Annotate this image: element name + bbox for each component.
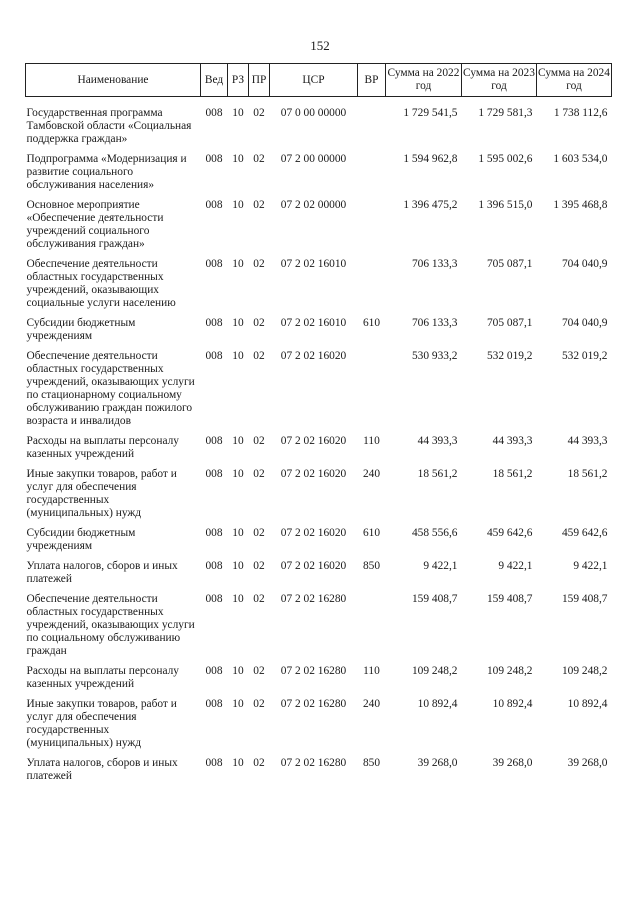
row-pr-cell: 02 (253, 317, 265, 329)
row-sum-2024-cell: 109 248,2 (561, 665, 608, 677)
row-rz-cell: 10 (232, 665, 244, 677)
row-vr-cell: 610 (362, 317, 381, 329)
table-header-row (26, 64, 612, 97)
table-row (26, 757, 612, 790)
row-csr-cell: 07 2 02 16020 (280, 527, 347, 539)
row-vr-cell (358, 350, 386, 435)
row-ved-cell: 008 (205, 665, 223, 677)
row-sum-2023-cell: 159 408,7 (486, 593, 533, 605)
row-sum-2022-cell: 109 248,2 (411, 665, 458, 677)
table-row (26, 153, 612, 199)
row-ved-cell: 008 (205, 258, 223, 270)
row-sum-2023-cell: 532 019,2 (486, 350, 533, 362)
row-csr-cell: 07 2 02 16020 (280, 350, 347, 362)
column-header-vr: ВР (358, 64, 386, 97)
row-sum-2022-cell: 706 133,3 (411, 317, 458, 329)
row-pr-cell: 02 (253, 698, 265, 710)
row-pr-cell: 02 (253, 258, 265, 270)
row-sum-2023-cell: 10 892,4 (492, 698, 533, 710)
row-name-cell: Расходы на выплаты персоналу казенных учреждений (26, 435, 179, 460)
row-csr-cell: 07 2 00 00000 (280, 153, 347, 165)
table-row (26, 199, 612, 258)
row-sum-2023-cell: 1 729 581,3 (478, 107, 533, 119)
row-csr-cell: 07 2 02 16020 (280, 468, 347, 480)
table-row (26, 435, 612, 468)
row-sum-2024-cell: 18 561,2 (567, 468, 608, 480)
row-ved-cell: 008 (205, 698, 223, 710)
row-sum-2024-cell: 9 422,1 (573, 560, 608, 572)
row-csr-cell: 07 2 02 16010 (280, 317, 347, 329)
row-sum-2022-cell: 1 729 541,5 (403, 107, 458, 119)
row-name-cell: Субсидии бюджетным учреждениям (26, 317, 136, 342)
row-pr-cell: 02 (253, 435, 265, 447)
row-name-cell: Иные закупки товаров, работ и услуг для обеспечения государственных (муниципальных) нужд (26, 468, 177, 519)
row-rz-cell: 10 (232, 107, 244, 119)
row-sum-2024-cell: 1 738 112,6 (553, 107, 608, 119)
row-sum-2022-cell: 44 393,3 (417, 435, 458, 447)
row-sum-2022-cell: 706 133,3 (411, 258, 458, 270)
row-vr-cell (358, 97, 386, 154)
column-header-sum-2023: Сумма на 2023 год (462, 64, 537, 97)
row-sum-2022-cell: 1 594 962,8 (403, 153, 458, 165)
row-rz-cell: 10 (232, 468, 244, 480)
row-vr-cell: 850 (362, 757, 381, 769)
row-sum-2024-cell: 1 395 468,8 (553, 199, 608, 211)
row-csr-cell: 07 0 00 00000 (280, 107, 347, 119)
column-header-sum-2022: Сумма на 2022 год (386, 64, 462, 97)
row-sum-2024-cell: 159 408,7 (561, 593, 608, 605)
table-row (26, 350, 612, 435)
row-sum-2024-cell: 532 019,2 (561, 350, 608, 362)
row-pr-cell: 02 (253, 350, 265, 362)
row-name-cell: Обеспечение деятельности областных государственных учреждений, оказывающих услуги по социальному обслуживанию граждан (26, 593, 195, 657)
budget-table (25, 63, 612, 790)
column-header-rz: РЗ (228, 64, 249, 97)
row-pr-cell: 02 (253, 107, 265, 119)
row-sum-2024-cell: 1 603 534,0 (553, 153, 608, 165)
row-ved-cell: 008 (205, 757, 223, 769)
row-rz-cell: 10 (232, 258, 244, 270)
row-sum-2023-cell: 18 561,2 (492, 468, 533, 480)
row-sum-2024-cell: 704 040,9 (561, 317, 608, 329)
column-header-csr: ЦСР (270, 64, 358, 97)
row-sum-2024-cell: 10 892,4 (567, 698, 608, 710)
row-sum-2023-cell: 705 087,1 (486, 258, 533, 270)
row-rz-cell: 10 (232, 593, 244, 605)
row-sum-2022-cell: 458 556,6 (411, 527, 458, 539)
row-ved-cell: 008 (205, 350, 223, 362)
row-ved-cell: 008 (205, 199, 223, 211)
row-csr-cell: 07 2 02 00000 (280, 199, 347, 211)
row-pr-cell: 02 (253, 560, 265, 572)
row-csr-cell: 07 2 02 16010 (280, 258, 347, 270)
row-rz-cell: 10 (232, 527, 244, 539)
row-csr-cell: 07 2 02 16020 (280, 435, 347, 447)
row-vr-cell: 240 (362, 468, 381, 480)
row-rz-cell: 10 (232, 199, 244, 211)
row-sum-2023-cell: 44 393,3 (492, 435, 533, 447)
row-ved-cell: 008 (205, 107, 223, 119)
row-vr-cell: 850 (362, 560, 381, 572)
page-number: 152 (310, 38, 330, 53)
row-pr-cell: 02 (253, 527, 265, 539)
row-pr-cell: 02 (253, 199, 265, 211)
row-name-cell: Основное мероприятие «Обеспечение деятельности учреждений социального обслуживания граждан» (26, 199, 164, 250)
row-sum-2022-cell: 530 933,2 (411, 350, 458, 362)
row-sum-2022-cell: 39 268,0 (417, 757, 458, 769)
row-rz-cell: 10 (232, 698, 244, 710)
row-csr-cell: 07 2 02 16280 (280, 593, 347, 605)
row-vr-cell (358, 593, 386, 665)
row-sum-2023-cell: 1 396 515,0 (478, 199, 533, 211)
table-row (26, 468, 612, 527)
row-name-cell: Субсидии бюджетным учреждениям (26, 527, 136, 552)
row-sum-2024-cell: 39 268,0 (567, 757, 608, 769)
row-sum-2023-cell: 109 248,2 (486, 665, 533, 677)
row-pr-cell: 02 (253, 593, 265, 605)
row-sum-2023-cell: 705 087,1 (486, 317, 533, 329)
row-sum-2022-cell: 1 396 475,2 (403, 199, 458, 211)
table-body (26, 97, 612, 791)
row-name-cell: Обеспечение деятельности областных государственных учреждений, оказывающих услуги по стационарному социальному обслуживанию граждан пожилого возраста и инвалидов (26, 350, 195, 427)
row-vr-cell: 110 (363, 435, 380, 447)
column-header-ved: Вед (201, 64, 228, 97)
row-name-cell: Государственная программа Тамбовской области «Социальная поддержка граждан» (26, 107, 192, 145)
row-vr-cell: 610 (362, 527, 381, 539)
column-header-sum-2024: Сумма на 2024 год (537, 64, 612, 97)
row-ved-cell: 008 (205, 317, 223, 329)
row-sum-2022-cell: 159 408,7 (411, 593, 458, 605)
row-ved-cell: 008 (205, 527, 223, 539)
row-sum-2023-cell: 9 422,1 (498, 560, 533, 572)
row-ved-cell: 008 (205, 468, 223, 480)
table-row (26, 560, 612, 593)
row-ved-cell: 008 (205, 435, 223, 447)
row-name-cell: Уплата налогов, сборов и иных платежей (26, 560, 178, 585)
row-name-cell: Уплата налогов, сборов и иных платежей (26, 757, 178, 782)
row-csr-cell: 07 2 02 16020 (280, 560, 347, 572)
row-rz-cell: 10 (232, 350, 244, 362)
row-name-cell: Иные закупки товаров, работ и услуг для обеспечения государственных (муниципальных) нужд (26, 698, 177, 749)
table-row (26, 258, 612, 317)
row-name-cell: Расходы на выплаты персоналу казенных учреждений (26, 665, 179, 690)
row-rz-cell: 10 (232, 153, 244, 165)
row-sum-2023-cell: 459 642,6 (486, 527, 533, 539)
row-sum-2023-cell: 39 268,0 (492, 757, 533, 769)
row-pr-cell: 02 (253, 153, 265, 165)
column-header-name: Наименование (26, 64, 201, 97)
row-vr-cell: 240 (362, 698, 381, 710)
row-pr-cell: 02 (253, 665, 265, 677)
row-csr-cell: 07 2 02 16280 (280, 665, 347, 677)
table-row (26, 698, 612, 757)
row-ved-cell: 008 (205, 153, 223, 165)
row-vr-cell (358, 199, 386, 258)
row-rz-cell: 10 (232, 317, 244, 329)
table-row (26, 665, 612, 698)
row-sum-2024-cell: 704 040,9 (561, 258, 608, 270)
row-pr-cell: 02 (253, 757, 265, 769)
table-row (26, 527, 612, 560)
row-sum-2023-cell: 1 595 002,6 (478, 153, 533, 165)
row-pr-cell: 02 (253, 468, 265, 480)
column-header-pr: ПР (249, 64, 270, 97)
row-vr-cell: 110 (363, 665, 380, 677)
row-vr-cell (358, 258, 386, 317)
row-sum-2024-cell: 44 393,3 (567, 435, 608, 447)
table-row (26, 97, 612, 154)
row-ved-cell: 008 (205, 560, 223, 572)
row-vr-cell (358, 153, 386, 199)
row-rz-cell: 10 (232, 757, 244, 769)
row-ved-cell: 008 (205, 593, 223, 605)
row-sum-2022-cell: 10 892,4 (417, 698, 458, 710)
row-csr-cell: 07 2 02 16280 (280, 698, 347, 710)
row-rz-cell: 10 (232, 560, 244, 572)
row-rz-cell: 10 (232, 435, 244, 447)
row-sum-2022-cell: 9 422,1 (423, 560, 458, 572)
row-csr-cell: 07 2 02 16280 (280, 757, 347, 769)
row-name-cell: Подпрограмма «Модернизация и развитие социального обслуживания населения» (26, 153, 187, 191)
row-sum-2024-cell: 459 642,6 (561, 527, 608, 539)
row-sum-2022-cell: 18 561,2 (417, 468, 458, 480)
table-row (26, 317, 612, 350)
table-row (26, 593, 612, 665)
row-name-cell: Обеспечение деятельности областных государственных учреждений, оказывающих социальные услуги населению (26, 258, 176, 309)
